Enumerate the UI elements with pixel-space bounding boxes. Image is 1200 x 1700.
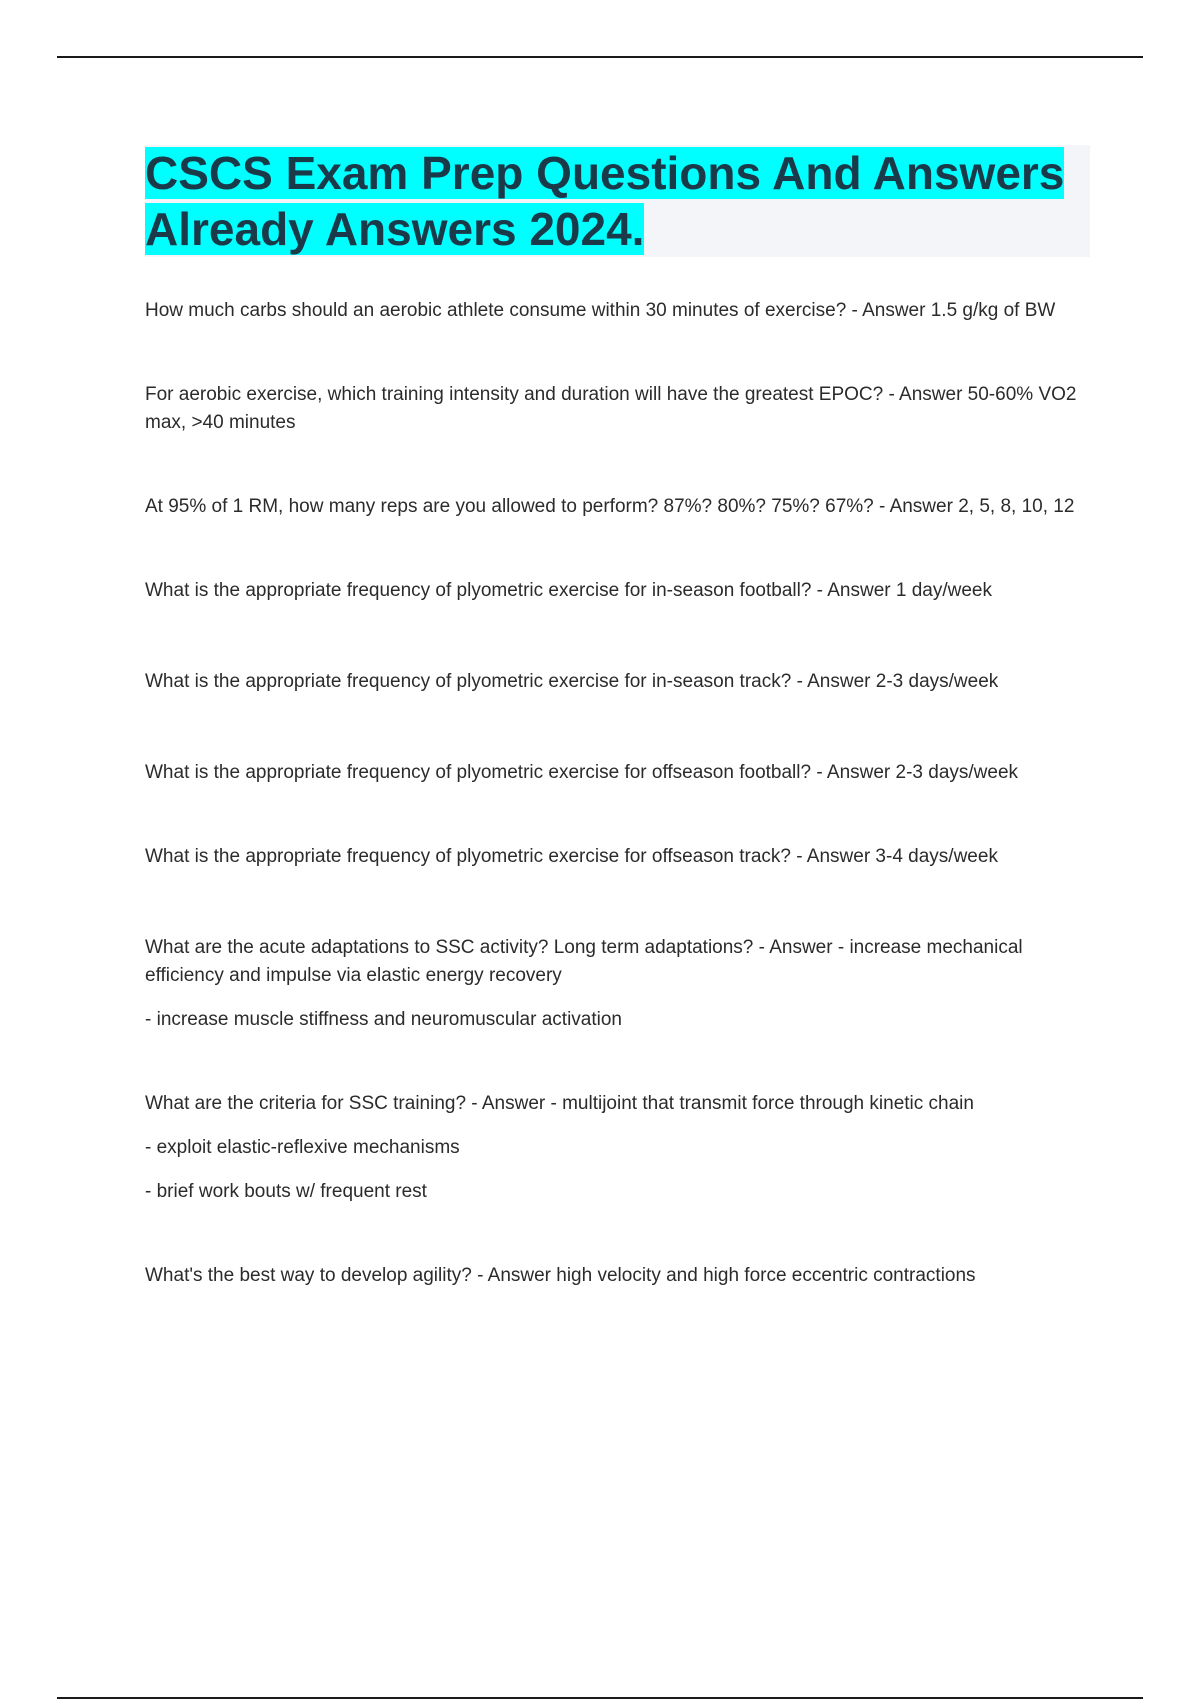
qa-item — [145, 843, 1090, 871]
qa-sub-point: - increase muscle stiffness and neuromuscular activation — [145, 1009, 622, 1030]
qa-text: What is the appropriate frequency of plyometric exercise for in-season football? - Answer 1 day/week — [145, 580, 992, 601]
qa-item — [145, 668, 1090, 696]
qa-item — [145, 759, 1090, 787]
qa-item — [145, 1090, 1090, 1206]
qa-item — [145, 381, 1090, 437]
document-title — [145, 145, 1090, 257]
footer-rule — [57, 1697, 1143, 1699]
qa-text: For aerobic exercise, which training intensity and duration will have the greatest EPOC? - Answer 50-60% VO2 max, >40 minutes — [145, 384, 1077, 433]
header-rule — [57, 56, 1143, 58]
qa-item — [145, 577, 1090, 605]
qa-item — [145, 493, 1090, 521]
qa-text: What are the acute adaptations to SSC activity? Long term adaptations? - Answer - increase mechanical efficiency and impulse via elastic energy recovery — [145, 937, 1023, 986]
qa-item — [145, 297, 1090, 325]
qa-text: What is the appropriate frequency of plyometric exercise for offseason football? - Answer 2-3 days/week — [145, 762, 1019, 783]
qa-sub-point: - exploit elastic-reflexive mechanisms — [145, 1137, 460, 1158]
document-title-text: CSCS Exam Prep Questions And Answers Already Answers 2024. — [145, 147, 1065, 255]
qa-text: What's the best way to develop agility? - Answer high velocity and high force eccentric contractions — [145, 1265, 976, 1286]
title-block — [145, 145, 1090, 257]
qa-item — [145, 934, 1090, 1034]
qa-text: At 95% of 1 RM, how many reps are you allowed to perform? 87%? 80%? 75%? 67%? - Answer 2, 5, 8, 10, 12 — [145, 496, 1075, 517]
qa-list — [145, 297, 1090, 1290]
qa-text: How much carbs should an aerobic athlete consume within 30 minutes of exercise? - Answer 1.5 g/kg of BW — [145, 300, 1056, 321]
qa-text: What are the criteria for SSC training? - Answer - multijoint that transmit force through kinetic chain — [145, 1093, 974, 1114]
qa-text: What is the appropriate frequency of plyometric exercise for offseason track? - Answer 3-4 days/week — [145, 846, 998, 867]
document-body — [145, 145, 1090, 1290]
qa-sub-point: - brief work bouts w/ frequent rest — [145, 1181, 427, 1202]
qa-text: What is the appropriate frequency of plyometric exercise for in-season track? - Answer 2-3 days/week — [145, 671, 999, 692]
qa-item — [145, 1262, 1090, 1290]
